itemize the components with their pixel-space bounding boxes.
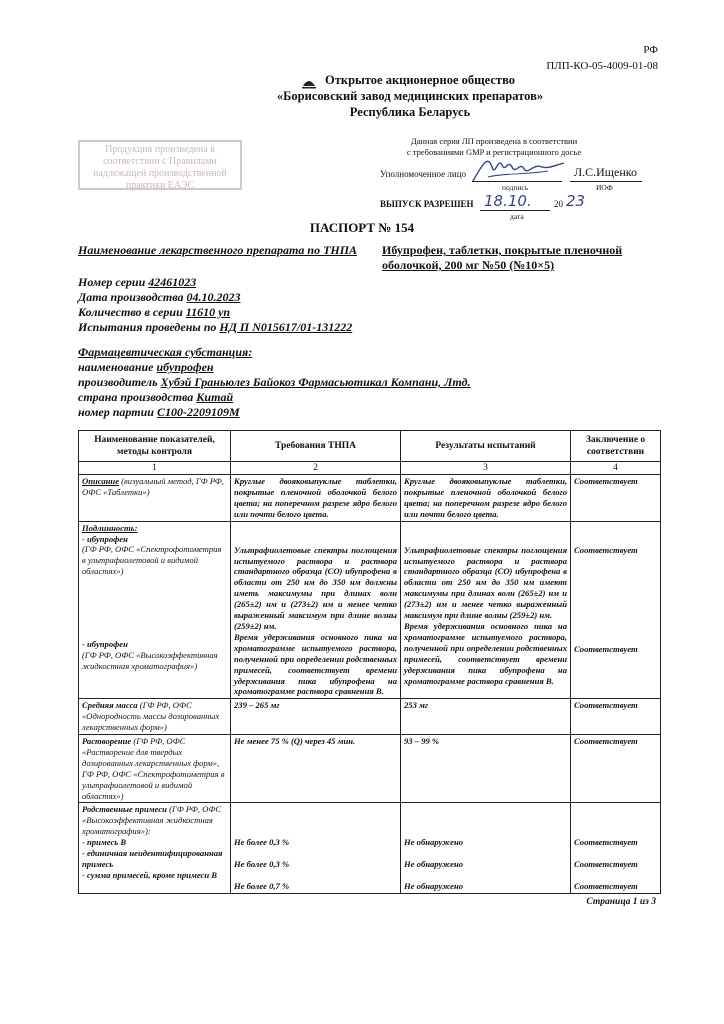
quantity-row: Количество в серии 11610 уп [78, 305, 231, 319]
production-date-value: 04.10.2023 [186, 290, 241, 304]
manufacturer-row: производитель Хубэй Граньюлез Байокоз Фармасьютикал Компани, Лтд. [78, 375, 471, 389]
sign-caption: подпись [502, 183, 529, 192]
company-line-1: Открытое акционерное общество [325, 73, 515, 87]
date-caption: дата [510, 212, 524, 221]
country-value: Китай [196, 390, 234, 404]
release-day: 18.10. [484, 192, 532, 210]
document-code [546, 42, 658, 74]
auth-name: Л.С.Ищенко [574, 165, 638, 179]
row-impurities-name: Родственные примеси (ГФ РФ, ОФС «Высокоэффективная жидкостная хроматография»): - примесь В - единичная неидентифицированная примесь - сумма примесей, кроме примеси В [79, 803, 231, 894]
name-caption: ИОФ [596, 183, 613, 192]
page-number: Страница 1 из 3 [586, 897, 656, 908]
row-identity-name: Подлинность: - ибупрофен (ГФ РФ, ОФС «Спектрофотометрия в ультрафиолетовой и видимой областях») - ибупрофен (ГФ РФ, ОФС «Высокоэффективная жидкостная хроматография») [79, 521, 231, 699]
country-code: РФ [643, 44, 658, 56]
release-label: ВЫПУСК РАЗРЕШЕН [380, 199, 474, 209]
release-note: Данная серия ЛП произведена в соответствии с требованиями GMP и регистрационного досье [406, 136, 582, 157]
batch-row: Номер серии 42461023 [78, 275, 197, 289]
lot-row: номер партии С100-2209109М [78, 405, 240, 419]
signature-icon [468, 153, 568, 187]
country-row: страна производства Китай [78, 390, 234, 404]
batch-value: 42461023 [148, 275, 197, 289]
row-mass-name: Средняя масса (ГФ РФ, ОФС «Однородность массы дозированных лекарственных форм») [79, 699, 231, 735]
tests-row: Испытания проведены по НД П N015617/01-131222 [78, 320, 353, 334]
substance-heading: Фармацевтическая субстанция: [78, 345, 253, 359]
auth-label: Уполномоченное лицо [380, 169, 467, 179]
passport-title: ПАСПОРТ № 154 [309, 220, 415, 235]
row-dissolution-name: Растворение (ГФ РФ, ОФС «Растворение для твердых дозированных лекарственных форм», ГФ РФ, ОФС «Спектрофотометрия в ультрафиолетовой и видимой областях») [79, 735, 231, 803]
product-name-label: Наименование лекарственного препарата по ТНПА [78, 243, 358, 257]
row-description-name: Описание (визуальный метод, ГФ РФ, ОФС «Таблетки») [79, 475, 231, 522]
company-line-2: «Борисовский завод медицинских препаратов» [276, 89, 544, 103]
product-name-row [78, 243, 357, 258]
table-row: Описание (визуальный метод, ГФ РФ, ОФС «Таблетки») Круглые двояковыпуклые таблетки, покрытые пленочной оболочкой белого цвета; на поперечном разрезе ядро белого или почти белого цвета. Круглые двояковыпуклые таблетки, покрытые пленочной оболочкой белого цвета; на поперечном разрезе ядро белого или почти белого цвета. Соответствует [79, 475, 661, 522]
substance-name-row: наименование ибупрофен [78, 360, 214, 374]
table-row: Средняя масса (ГФ РФ, ОФС «Однородность массы дозированных лекарственных форм») 239 – 265 мг 253 мг Соответствует [79, 699, 661, 735]
gmp-stamp: Продукция произведена в соответствии с Правилами надлежащей производственной практики ЕАЭС [78, 140, 242, 190]
product-name-value: Ибупрофен, таблетки, покрытые пленочной оболочкой, 200 мг №50 (№10×5) [382, 243, 623, 272]
substance-name-value: ибупрофен [156, 360, 214, 374]
quantity-value: 11610 уп [185, 305, 231, 319]
batch-block [78, 275, 352, 335]
table-row: Подлинность: - ибупрофен (ГФ РФ, ОФС «Спектрофотометрия в ультрафиолетовой и видимой областях») - ибупрофен (ГФ РФ, ОФС «Высокоэффективная жидкостная хроматография») Ультрафиолетовые спектры поглощения испытуемого раствора и раствора стандартного образца (СО) ибупрофена в области от 250 нм до 350 нм должны иметь максимумы при длинах волн (265±2) нм и (273±2) нм и менее четко выраженный максимум при длине волны (259±2) нм. Время удерживания основного пика на хроматограмме испытуемого раствора, полученной при определении родственных примесей, соответствует времени удерживания пика ибупрофена на хроматограмме раствора сравнения В. Ультрафиолетовые спектры поглощения испытуемого раствора и раствора стандартного образца (СО) ибупрофена в области от 250 нм до 350 нм имеют максимумы при длинах волн (265±2) нм и (273±2) нм и менее четко выраженный максимум при длине волны (259±2) нм. Время удерживания основного пика на хроматограмме испытуемого раствора, полученной при определении родственных примесей, соответствует времени удерживания пика ибупрофена на хроматограмме раствора сравнения В. Соответствует Соответствует [79, 521, 661, 699]
production-date-row: Дата производства 04.10.2023 [78, 290, 241, 304]
header-requirements: Требования ТНПА [231, 431, 401, 462]
company-logo-icon [300, 74, 318, 92]
substance-block [78, 345, 471, 420]
company-header [250, 72, 570, 120]
form-code: ПЛП-КО-05-4009-01-08 [546, 60, 658, 72]
column-number-row: 1 2 3 4 [79, 462, 661, 475]
header-conclusion: Заключение о соответствии [571, 431, 661, 462]
company-line-3: Республика Беларусь [349, 105, 471, 119]
release-year-prefix: 20 [554, 199, 563, 209]
authorized-person-row [380, 165, 680, 195]
manufacturer-value: Хубэй Граньюлез Байокоз Фармасьютикал Компани, Лтд. [160, 375, 471, 389]
table-row: Родственные примеси (ГФ РФ, ОФС «Высокоэффективная жидкостная хроматография»): - примесь В - единичная неидентифицированная примесь - сумма примесей, кроме примеси В Не более 0,3 % Не более 0,3 % Не более 0,7 % Не обнаружено Не обнаружено Не обнаружено Соответствует Соответствует Соответствует [79, 803, 661, 894]
header-results: Результаты испытаний [401, 431, 571, 462]
table-row: Растворение (ГФ РФ, ОФС «Растворение для твердых дозированных лекарственных форм», ГФ РФ, ОФС «Спектрофотометрия в ультрафиолетовой и видимой областях») Не менее 75 % (Q) через 45 мин. 93 – 99 % Соответствует [79, 735, 661, 803]
tests-value: НД П N015617/01-131222 [219, 320, 353, 334]
lot-value: С100-2209109М [156, 405, 240, 419]
header-indicator: Наименование показателей, методы контроля [79, 431, 231, 462]
table-header-row [79, 431, 661, 462]
release-year-suffix: 23 [566, 192, 586, 210]
test-results-table [78, 430, 661, 894]
